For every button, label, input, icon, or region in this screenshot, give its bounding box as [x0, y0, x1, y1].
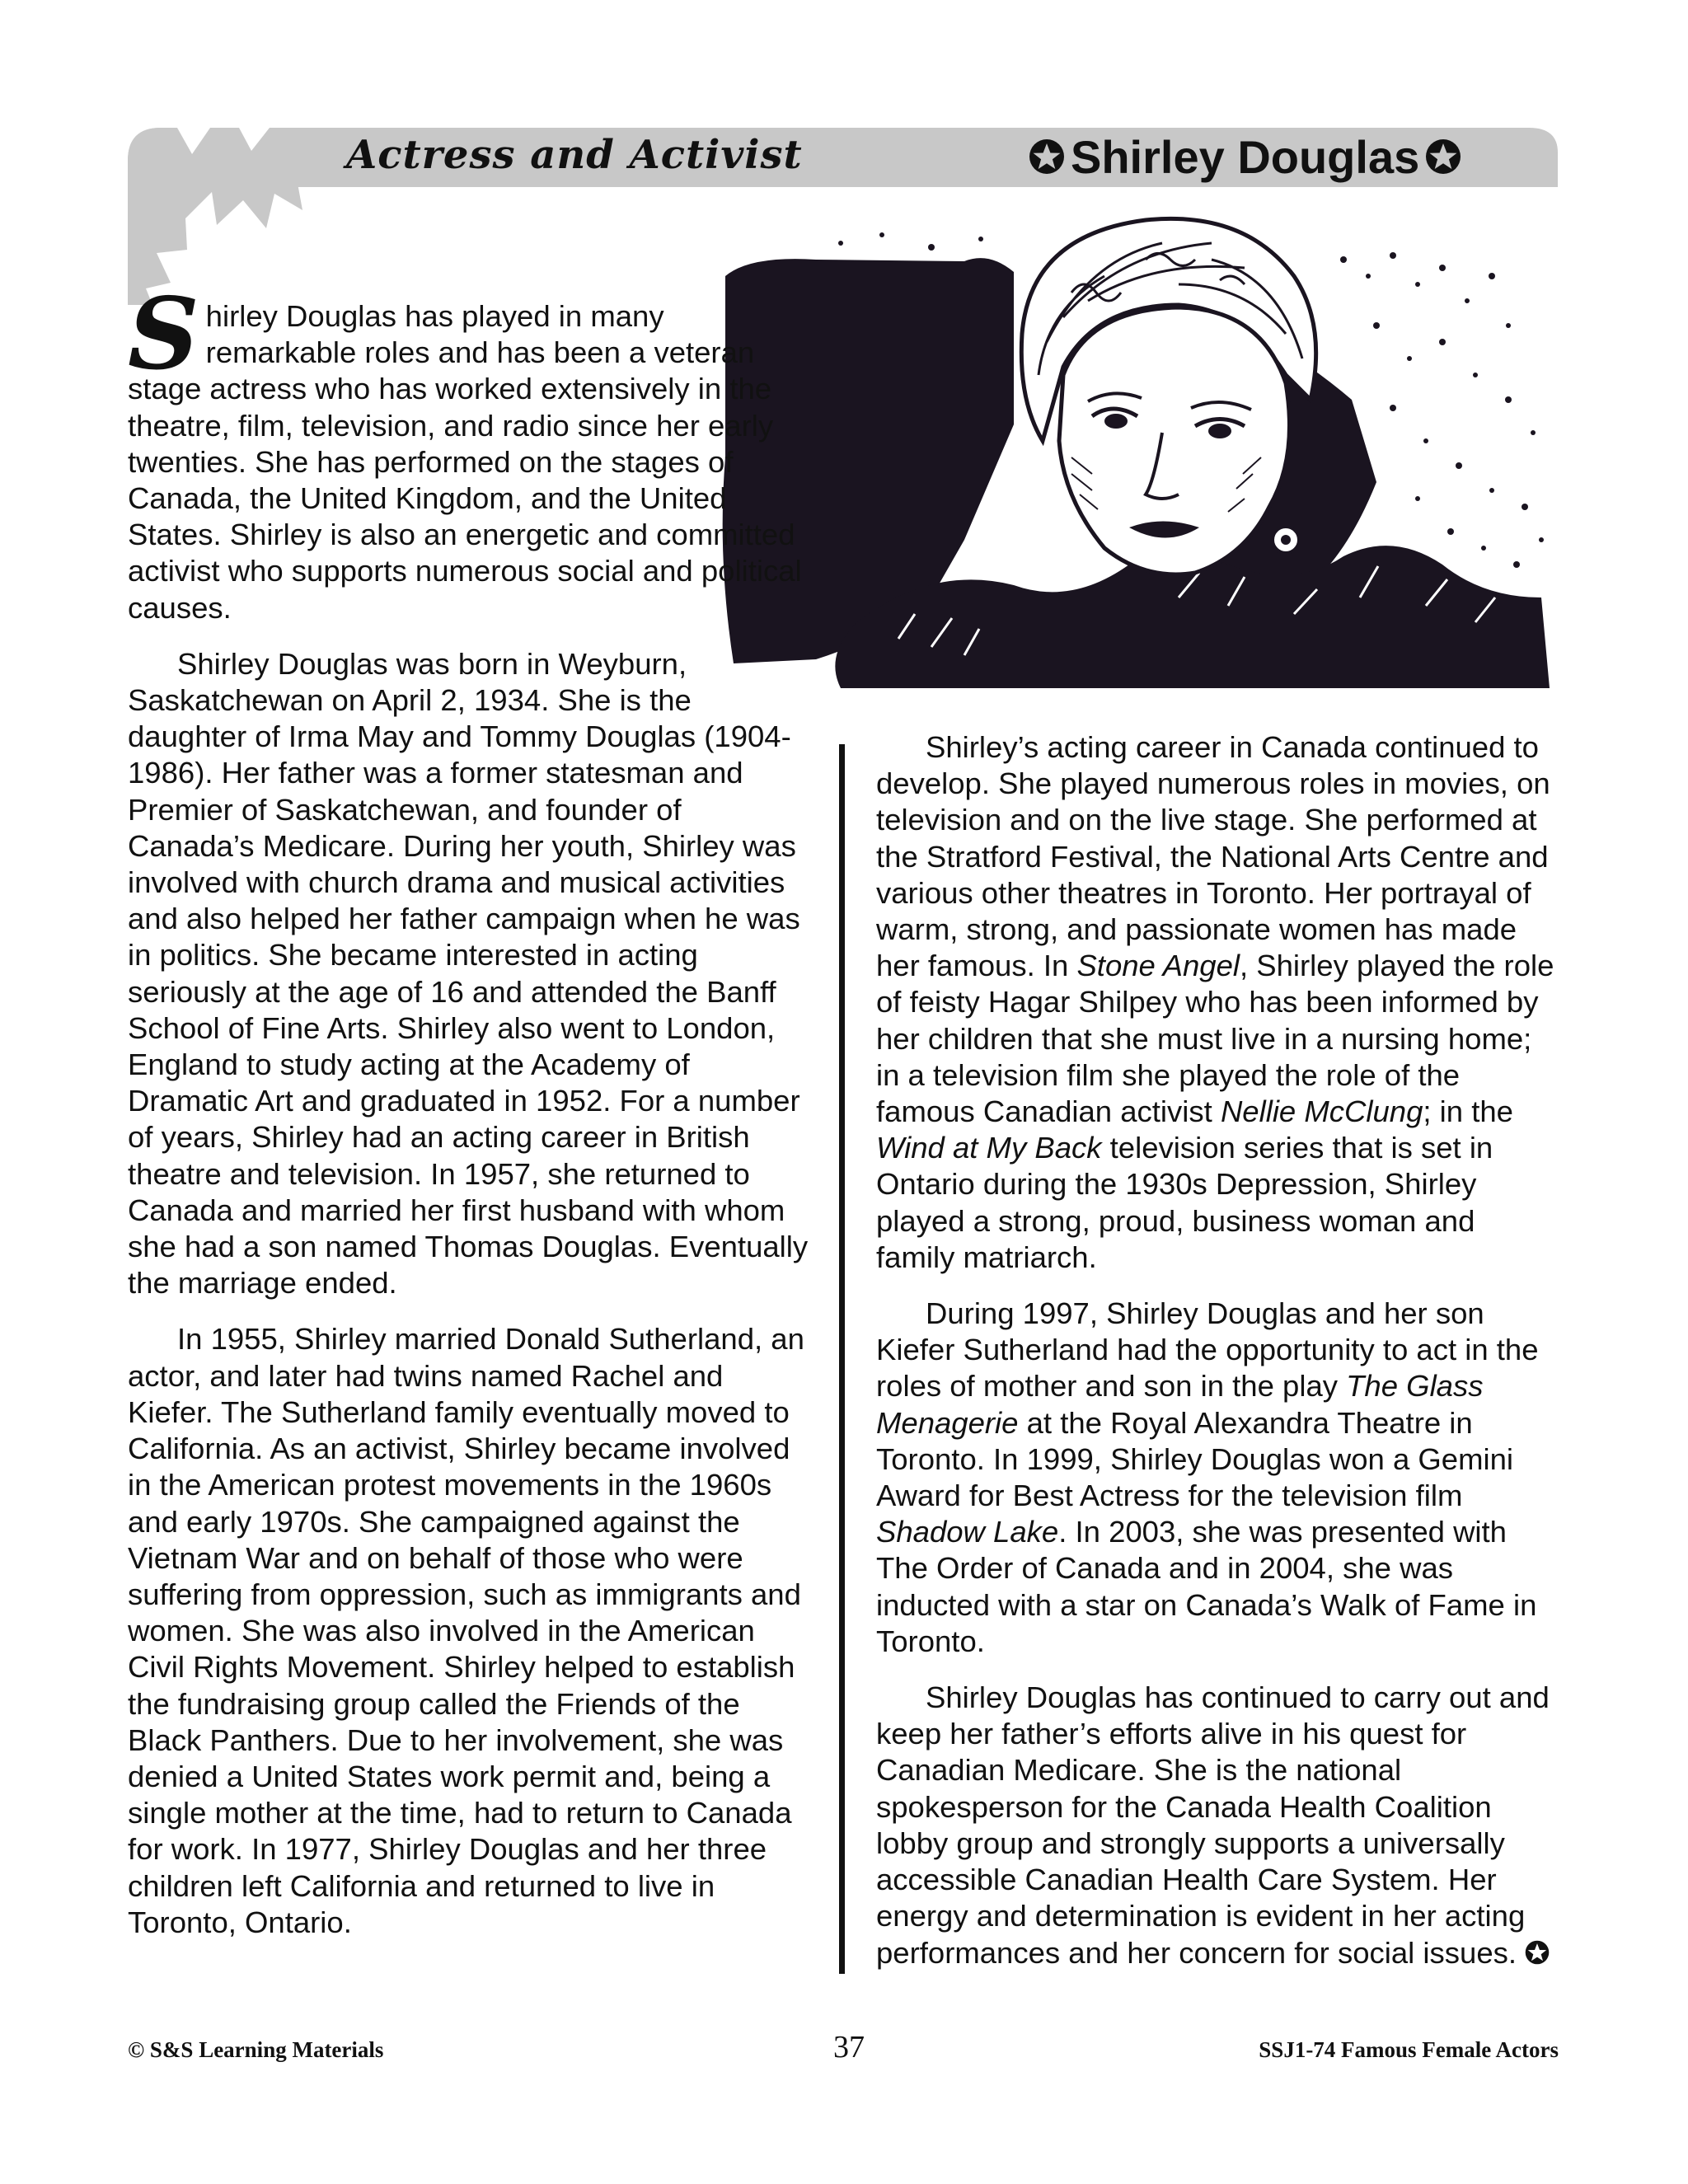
film-title: Nellie McClung: [1220, 1094, 1423, 1129]
end-star-icon: [1523, 1938, 1551, 1966]
drop-cap: S: [128, 276, 199, 392]
intro-paragraph: [128, 276, 812, 626]
paragraph: In 1955, Shirley married Donald Sutherland, an actor, and later had twins named Rachel and Kiefer. The Sutherland family eventually moved to California. As an activist, Shirley became involved in the American protest movements in the 1960s and early 1970s. She campaigned against the Vietnam War and on behalf of those who were suffering from oppression, such as immigrants and women. She was also involved in the American Civil Rights Movement. Shirley helped to establish the fundraising group called the Friends of the Black Panthers. Due to her involvement, she was denied a United States work permit and, being a single mother at the time, had to return to Canada for work. In 1977, Shirley Douglas and her three children left California and returned to live in Toronto, Ontario.: [128, 1322, 804, 1939]
series-title: Wind at My Back: [876, 1131, 1102, 1165]
text-run: . In 2003, she was presented with The Order of Canada and in 2004, she was inducted with a star on Canada’s Walk of Fame in Toronto.: [876, 1515, 1537, 1658]
text-run: , Shirley played the role of feisty Hagar Shilpey who has been informed by her children that she must live in a nursing home; in a television film she played the role of the famous Canadian activist: [876, 949, 1554, 1129]
footer-book-title: SSJ1-74 Famous Female Actors: [1259, 2037, 1559, 2062]
film-title: Stone Angel: [1076, 949, 1240, 983]
text-run: Shirley Douglas has continued to carry out and keep her father’s efforts alive in his quest for Canadian Medicare. She is the national spokesperson for the Canada Health Coalition lobby group and strongly supports a universally accessible Canadian Health Care System. Her energy and determination is evident in her acting performances and her concern for social issues.: [876, 1680, 1550, 1970]
text-run: Shirley’s acting career in Canada continued to develop. She played numerous roles in movies, on television and on the live stage. She performed at the Stratford Festival, the National Arts Centre and various other theatres in Toronto. Her portrayal of warm, strong, and passionate women has made her famous. In: [876, 730, 1550, 983]
footer-copyright: © S&S Learning Materials: [128, 2037, 384, 2062]
outlined-star-icon: [1423, 136, 1464, 177]
paragraph: [876, 1680, 1560, 1971]
paragraph-text: hirley Douglas has played in many remarkable roles and has been a veteran stage actress who has worked extensively in the theatre, film, television, and radio since her early twenties. She has performed on the stages of Canada, the United Kingdom, and the United States. Shirley is also an energetic and committed activist who supports numerous social and political causes.: [128, 299, 802, 625]
paragraph: Shirley Douglas was born in Weyburn, Saskatchewan on April 2, 1934. She is the daughter of Irma May and Tommy Douglas (1904-1986). Her father was a former statesman and Premier of Saskatchewan, and founder of Canada’s Medicare. During her youth, Shirley was involved with church drama and musical activities and also helped her father campaign when he was in politics. She became interested in acting seriously at the age of 16 and attended the Banff School of Fine Arts. Shirley also went to London, England to study acting at the Academy of Dramatic Art and graduated in 1952. For a number of years, Shirley had an acting career in British theatre and television. In 1957, she returned to Canada and married her first husband with whom she had a son named Thomas Douglas. Eventually the marriage ended.: [128, 646, 809, 1301]
article-right-column: [876, 729, 1560, 1991]
play-title: The Glass Menagerie: [876, 1369, 1484, 1440]
paragraph: [876, 1296, 1560, 1660]
text-run: During 1997, Shirley Douglas and her son Kiefer Sutherland had the opportunity to act in the roles of mother and son in the play: [876, 1296, 1539, 1404]
page-number: 37: [833, 2030, 865, 2064]
portrait-illustration: [717, 210, 1558, 692]
outlined-star-icon: [1026, 136, 1067, 177]
text-run: television series that is set in Ontario during the 1930s Depression, Shirley played a strong, proud, business woman and family matriarch.: [876, 1131, 1493, 1274]
article-left-column: [128, 276, 812, 1961]
text-run: ; in the: [1423, 1094, 1513, 1129]
column-divider: [839, 744, 845, 1974]
text-run: at the Royal Alexandra Theatre in Toronto. In 1999, Shirley Douglas won a Gemini Award for Best Actress for the television film: [876, 1405, 1514, 1513]
paragraph: [876, 729, 1560, 1276]
section-subtitle: Actress and Activist: [346, 132, 803, 178]
film-title: Shadow Lake: [876, 1515, 1059, 1549]
page-title: Shirley Douglas: [1071, 130, 1420, 183]
title-group: [1026, 124, 1464, 190]
